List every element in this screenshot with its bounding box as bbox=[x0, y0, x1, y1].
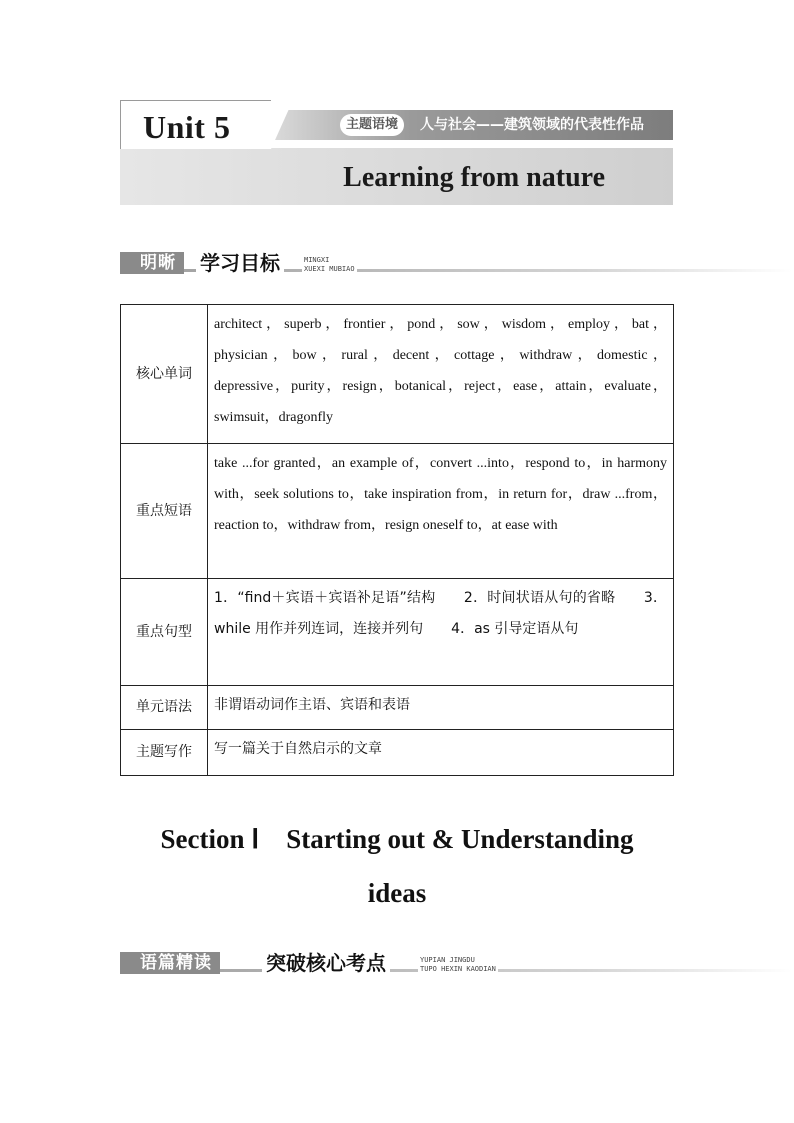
section-title-line2: ideas bbox=[367, 878, 427, 908]
goals-tag: 明晰 bbox=[120, 252, 184, 274]
goals-table bbox=[120, 304, 674, 776]
goals-pinyin bbox=[302, 256, 357, 274]
row-body: 1．“find＋宾语＋宾语补足语”结构 2．时间状语从句的省略 3．while 用作并列连词，连接并列句 4．as 引导定语从句 bbox=[208, 579, 674, 686]
row-body: 非谓语动词作主语、宾语和表语 bbox=[208, 686, 674, 730]
table-row bbox=[121, 686, 674, 730]
reading-pinyin-line1: YUPIAN JINGDU bbox=[420, 956, 475, 964]
theme-tag: 主题语境 bbox=[340, 114, 404, 136]
row-head: 单元语法 bbox=[121, 686, 208, 730]
goals-heading bbox=[120, 240, 792, 280]
table-row bbox=[121, 579, 674, 686]
goals-title: 学习目标 bbox=[196, 247, 284, 276]
goals-pinyin-line1: MINGXI bbox=[304, 256, 330, 264]
unit-title: Learning from nature bbox=[343, 162, 605, 193]
section-title-line1: Section Ⅰ Starting out & Understanding bbox=[160, 824, 634, 854]
reading-title: 突破核心考点 bbox=[262, 947, 390, 976]
row-head: 重点句型 bbox=[121, 579, 208, 686]
row-head: 主题写作 bbox=[121, 730, 208, 776]
row-head: 重点短语 bbox=[121, 444, 208, 579]
table-row bbox=[121, 444, 674, 579]
unit-label: Unit 5 bbox=[143, 109, 231, 145]
table-row bbox=[121, 305, 674, 444]
section-title bbox=[120, 812, 674, 920]
reading-heading bbox=[120, 940, 792, 980]
row-body: 写一篇关于自然启示的文章 bbox=[208, 730, 674, 776]
unit-banner bbox=[120, 100, 673, 205]
row-body: architect，superb，frontier，pond，sow，wisdom，employ，bat，physician，bow，rural，decent，cottage，withdraw，domestic，depressive，purity，resign，botanical，reject，ease，attain，evaluate，swimsuit，dragonfly bbox=[208, 305, 674, 444]
reading-pinyin bbox=[418, 956, 498, 974]
table-row bbox=[121, 730, 674, 776]
row-body: take ...for granted，an example of，convert ...into，respond to，in harmony with，seek solutions to，take inspiration from，in return for，draw ...from，reaction to，withdraw from，resign oneself to，at ease with bbox=[208, 444, 674, 579]
goals-pinyin-line2: XUEXI MUBIAO bbox=[304, 265, 355, 273]
reading-tag: 语篇精读 bbox=[120, 952, 220, 974]
row-head: 核心单词 bbox=[121, 305, 208, 444]
theme-text: 人与社会——建筑领域的代表性作品 bbox=[420, 117, 644, 133]
unit-label-box bbox=[120, 100, 271, 149]
reading-pinyin-line2: TUPO HEXIN KAODIAN bbox=[420, 965, 496, 973]
